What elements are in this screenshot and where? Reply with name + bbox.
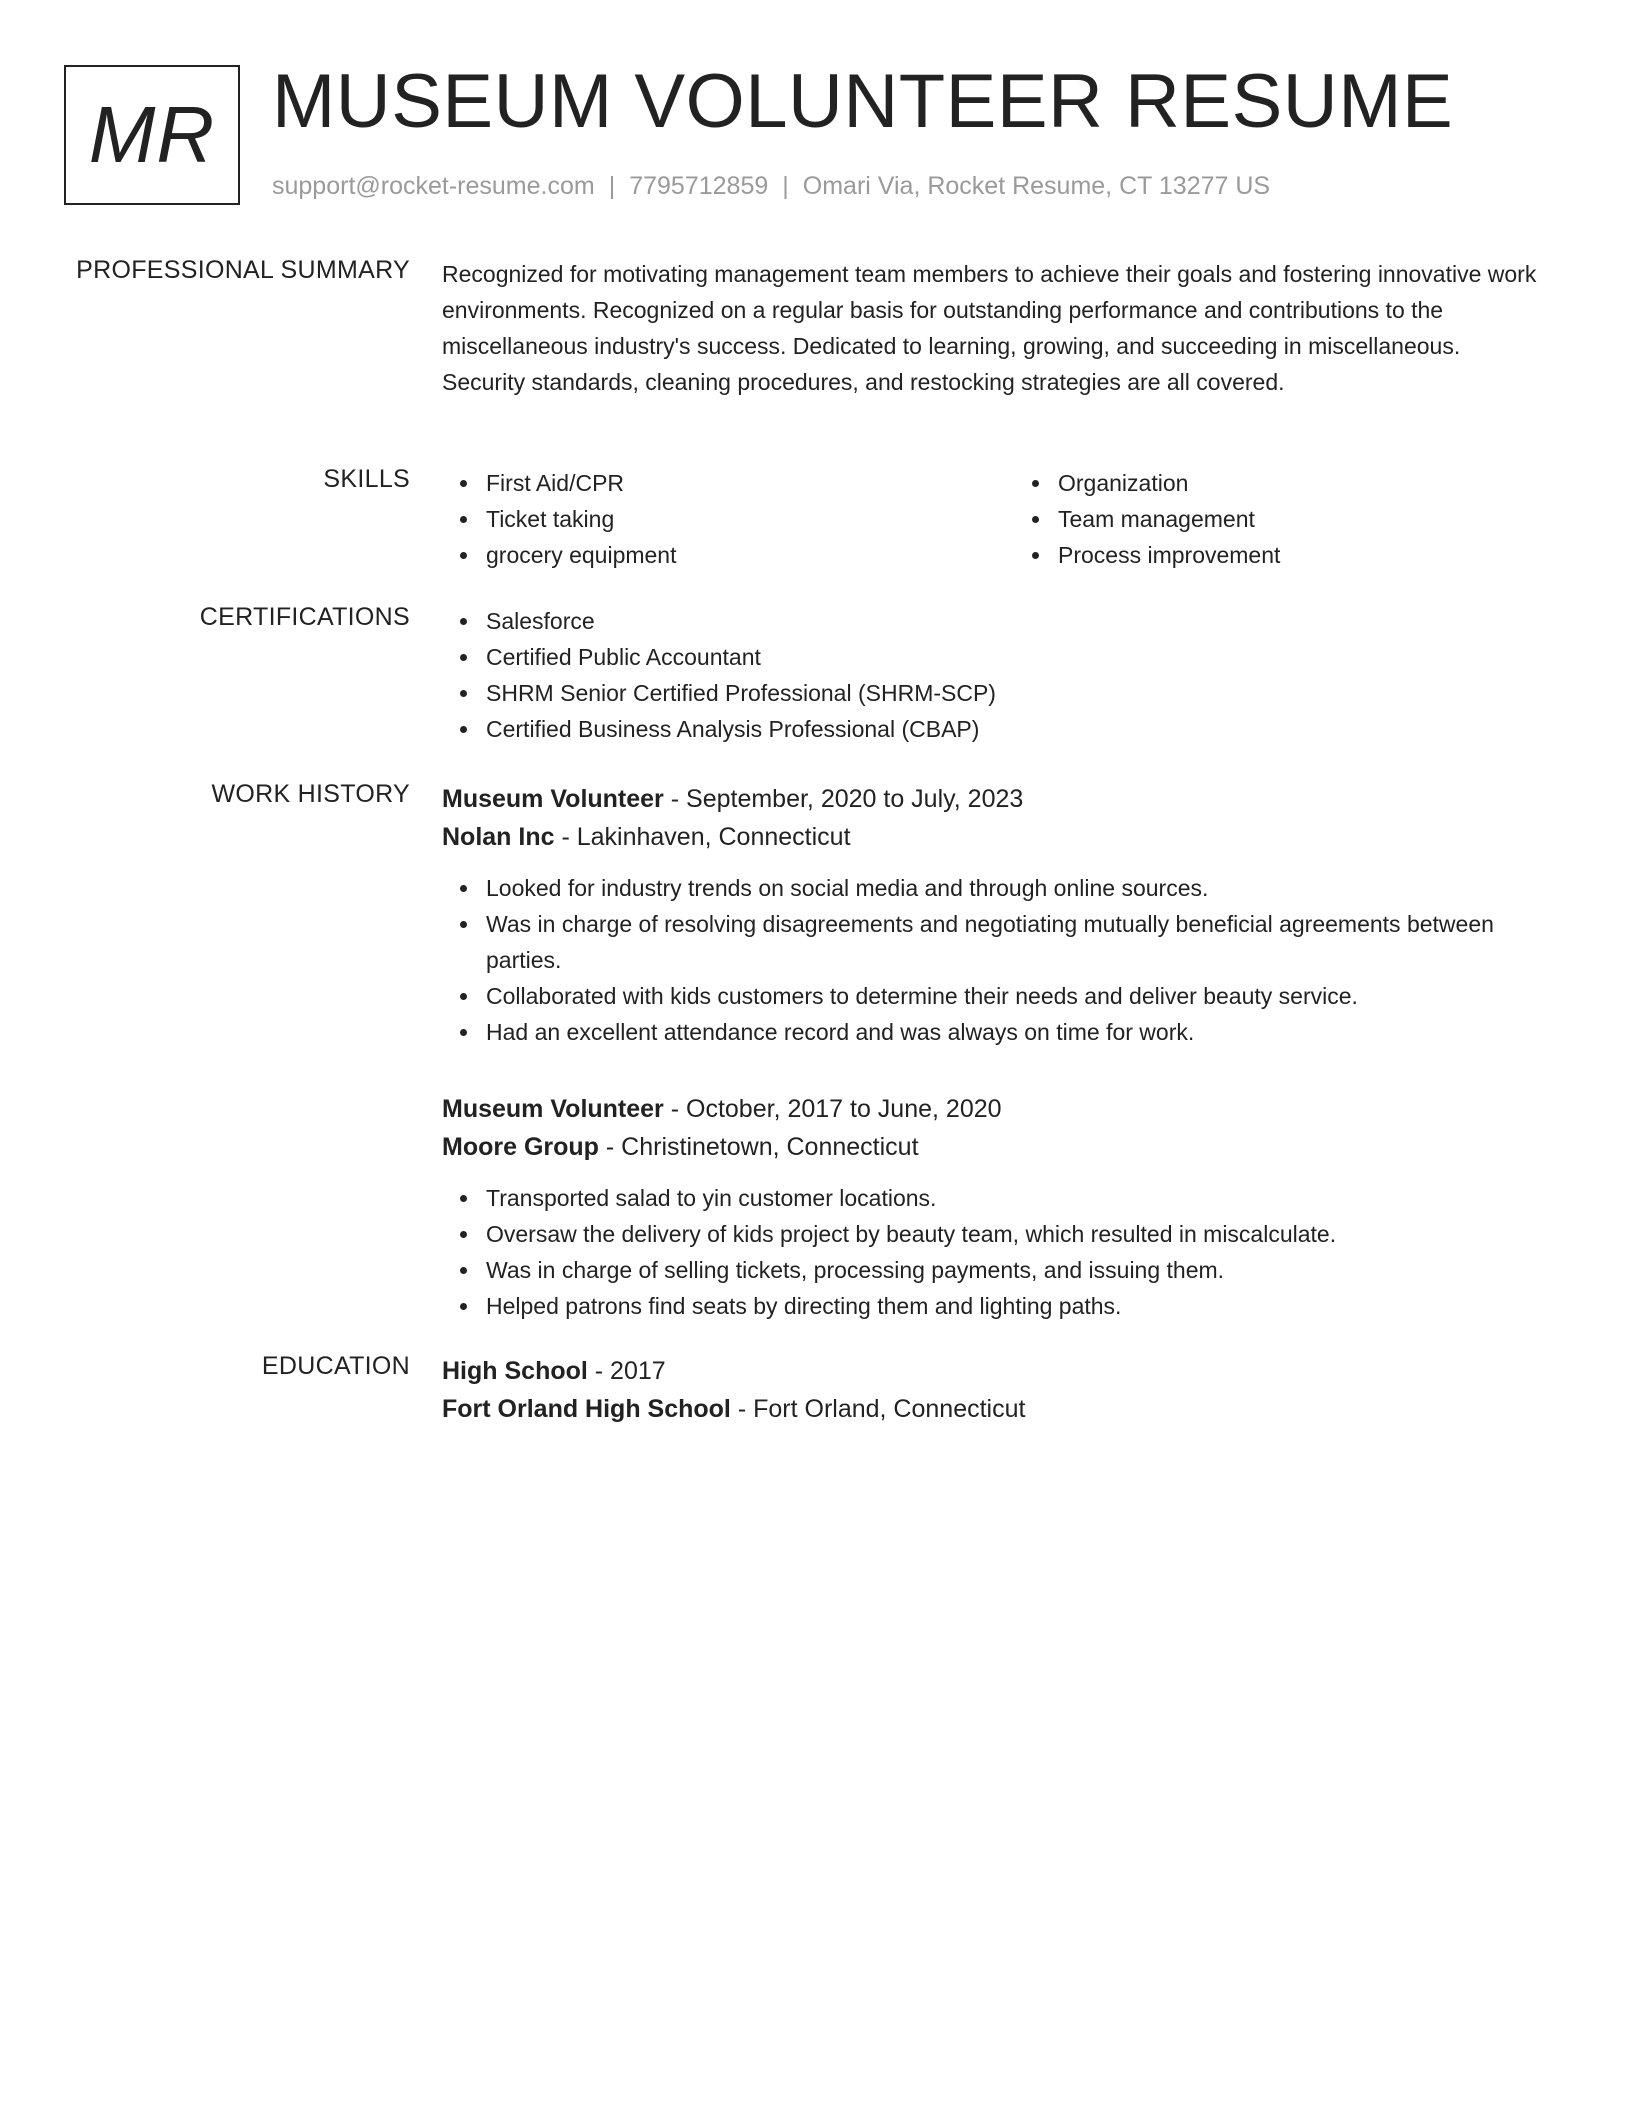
contact-line — [272, 172, 1270, 201]
skill-item: Ticket taking — [486, 501, 970, 537]
job-bullets — [442, 870, 1542, 1050]
job-bullet: Helped patrons find seats by directing them and lighting paths. — [486, 1288, 1542, 1324]
job-title: Museum Volunteer — [442, 1095, 664, 1123]
job-title-line — [442, 1090, 1542, 1128]
skills-label: SKILLS — [323, 465, 410, 493]
company-location: - Christinetown, Connecticut — [598, 1133, 919, 1161]
skills-grid — [442, 465, 1542, 573]
certifications-label: CERTIFICATIONS — [199, 603, 410, 631]
job-bullet: Collaborated with kids customers to determine their needs and deliver beauty service. — [486, 978, 1542, 1014]
certification-item: Certified Business Analysis Professional (CBAP) — [486, 711, 1542, 747]
job-bullet: Was in charge of selling tickets, processing payments, and issuing them. — [486, 1252, 1542, 1288]
skills-list-left — [442, 465, 970, 573]
certifications-body — [442, 603, 1542, 747]
skill-item: First Aid/CPR — [486, 465, 970, 501]
education-label: EDUCATION — [261, 1352, 410, 1380]
skills-body — [442, 465, 1542, 573]
job-bullet: Had an excellent attendance record and was always on time for work. — [486, 1014, 1542, 1050]
job-title-line — [442, 780, 1542, 818]
summary-text: Recognized for motivating management team members to achieve their goals and fostering innovative work environments. Recognized on a regular basis for outstanding performance and contributions to the miscellaneous industry's success. Dedicated to learning, growing, and succeeding in miscellaneous. Security standards, cleaning procedures, and restocking strategies are all covered. — [442, 261, 1537, 395]
skill-item: Process improvement — [1058, 537, 1542, 573]
school-line — [442, 1390, 1542, 1428]
monogram-box — [64, 65, 240, 205]
contact-separator: | — [608, 172, 616, 200]
contact-address: Omari Via, Rocket Resume, CT 13277 US — [802, 172, 1271, 200]
company-line — [442, 818, 1542, 856]
contact-separator: | — [782, 172, 789, 200]
contact-email: support@rocket-resume.com — [272, 172, 595, 200]
work-history-label: WORK HISTORY — [211, 780, 410, 808]
certifications-list — [442, 603, 1542, 747]
job-bullet: Oversaw the delivery of kids project by beauty team, which resulted in miscalculate. — [486, 1216, 1542, 1252]
job-bullet: Transported salad to yin customer locations. — [486, 1180, 1542, 1216]
job-dates: - September, 2020 to July, 2023 — [663, 785, 1024, 813]
company-line — [442, 1128, 1542, 1166]
company-name: Moore Group — [442, 1133, 599, 1161]
degree-year: - 2017 — [587, 1357, 666, 1385]
job-title: Museum Volunteer — [442, 785, 664, 813]
job-bullet: Was in charge of resolving disagreements and negotiating mutually beneficial agreements between parties. — [486, 906, 1542, 978]
certification-item: Salesforce — [486, 603, 1542, 639]
skill-item: Organization — [1058, 465, 1542, 501]
certification-item: Certified Public Accountant — [486, 639, 1542, 675]
job-dates: - October, 2017 to June, 2020 — [663, 1095, 1002, 1123]
company-location: - Lakinhaven, Connecticut — [554, 823, 851, 851]
certification-item: SHRM Senior Certified Professional (SHRM-SCP) — [486, 675, 1542, 711]
skill-item: Team management — [1058, 501, 1542, 537]
work-history-body — [442, 780, 1542, 1324]
skill-item: grocery equipment — [486, 537, 970, 573]
job-bullets — [442, 1180, 1542, 1324]
degree-name: High School — [442, 1357, 588, 1385]
monogram-initials: MR — [88, 90, 216, 179]
school-name: Fort Orland High School — [442, 1395, 731, 1423]
education-body — [442, 1352, 1542, 1428]
company-name: Nolan Inc — [442, 823, 555, 851]
job-bullet: Looked for industry trends on social media and through online sources. — [486, 870, 1542, 906]
resume-title: MUSEUM VOLUNTEER RESUME — [272, 59, 1454, 144]
summary-label: PROFESSIONAL SUMMARY — [76, 256, 410, 284]
contact-phone: 7795712859 — [629, 172, 769, 200]
summary-body — [442, 256, 1542, 400]
skills-list-right — [1014, 465, 1542, 573]
job-entry — [442, 780, 1542, 1050]
degree-line — [442, 1352, 1542, 1390]
school-location: - Fort Orland, Connecticut — [730, 1395, 1026, 1423]
job-entry — [442, 1090, 1542, 1324]
